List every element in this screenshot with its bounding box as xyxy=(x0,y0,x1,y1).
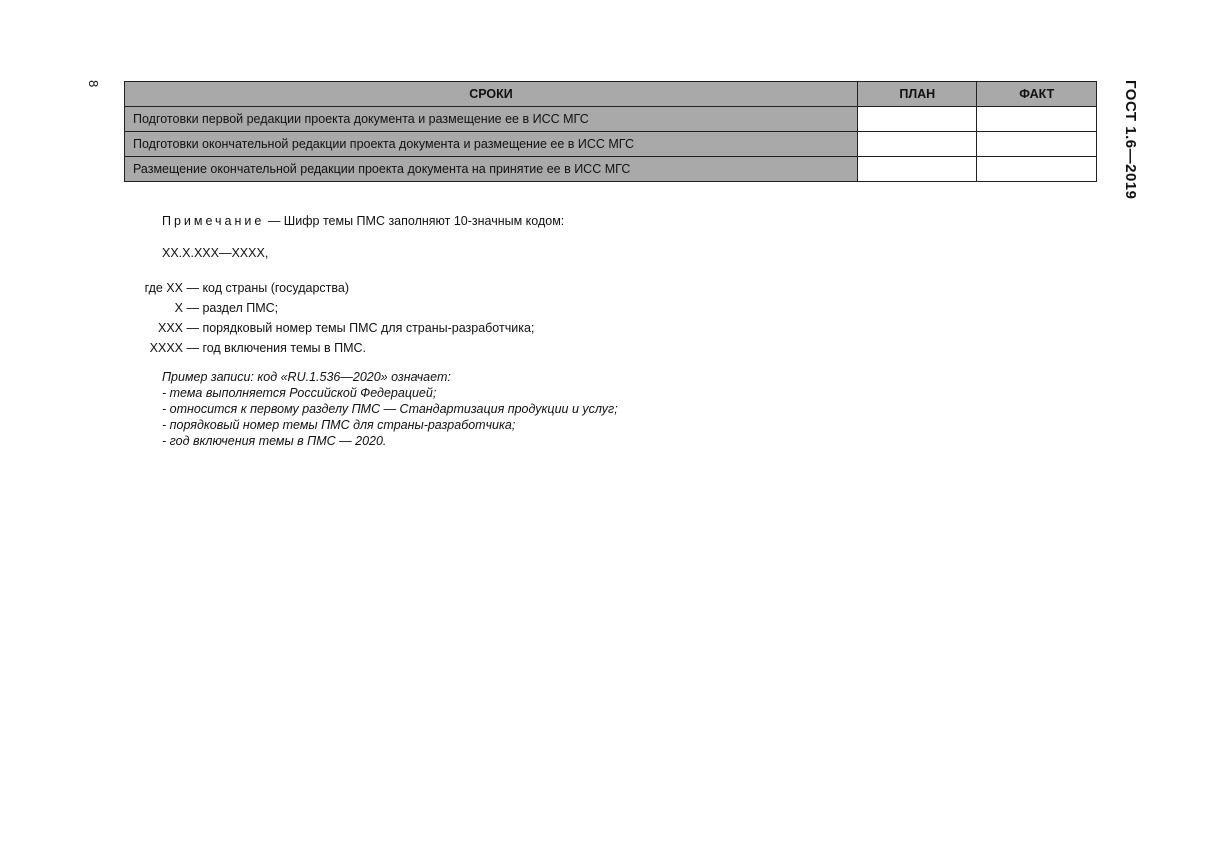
fact-cell xyxy=(977,132,1097,157)
header-plan: ПЛАН xyxy=(857,82,977,107)
example-block xyxy=(162,369,618,449)
legend-item xyxy=(120,278,534,298)
example-title: Пример записи: код «RU.1.536—2020» означает: xyxy=(162,370,451,384)
example-item: - порядковый номер темы ПМС для страны-разработчика; xyxy=(162,418,516,432)
plan-cell xyxy=(857,132,977,157)
legend-code: где ХХ xyxy=(144,281,183,295)
table-row xyxy=(125,132,1097,157)
legend-code: ХХХХ xyxy=(149,341,183,355)
legend-code: ХХХ xyxy=(157,321,183,335)
table-header-row xyxy=(125,82,1097,107)
document-designation: ГОСТ 1.6—2019 xyxy=(1122,80,1139,200)
terms-table xyxy=(124,81,1097,182)
table-row xyxy=(125,107,1097,132)
fact-cell xyxy=(977,157,1097,182)
note-text: — Шифр темы ПМС заполняют 10-значным кодом: xyxy=(264,214,565,228)
note-prefix: Примечание xyxy=(162,214,265,228)
header-terms: СРОКИ xyxy=(125,82,858,107)
table-row xyxy=(125,157,1097,182)
example-item: - год включения темы в ПМС — 2020. xyxy=(162,434,387,448)
legend-code: Х xyxy=(174,301,183,315)
legend-text: — код страны (государства) xyxy=(183,281,350,295)
legend-text: — порядковый номер темы ПМС для страны-разработчика; xyxy=(183,321,535,335)
row-label: Подготовки окончательной редакции проекта документа и размещение ее в ИСС МГС xyxy=(125,132,858,157)
header-fact: ФАКТ xyxy=(977,82,1097,107)
legend-item xyxy=(120,318,534,338)
code-format: ХХ.Х.ХХХ—ХХХХ, xyxy=(162,246,269,260)
row-label: Подготовки первой редакции проекта документа и размещение ее в ИСС МГС xyxy=(125,107,858,132)
plan-cell xyxy=(857,107,977,132)
legend-text: — год включения темы в ПМС. xyxy=(183,341,367,355)
example-item: - тема выполняется Российской Федерацией; xyxy=(162,386,437,400)
page-number: 8 xyxy=(86,80,101,88)
example-item: - относится к первому разделу ПМС — Стандартизация продукции и услуг; xyxy=(162,402,618,416)
legend-item xyxy=(120,338,534,358)
code-legend xyxy=(120,278,534,358)
plan-cell xyxy=(857,157,977,182)
legend-text: — раздел ПМС; xyxy=(183,301,279,315)
row-label: Размещение окончательной редакции проекта документа на принятие ее в ИСС МГС xyxy=(125,157,858,182)
legend-item xyxy=(120,298,534,318)
fact-cell xyxy=(977,107,1097,132)
note xyxy=(162,214,564,228)
